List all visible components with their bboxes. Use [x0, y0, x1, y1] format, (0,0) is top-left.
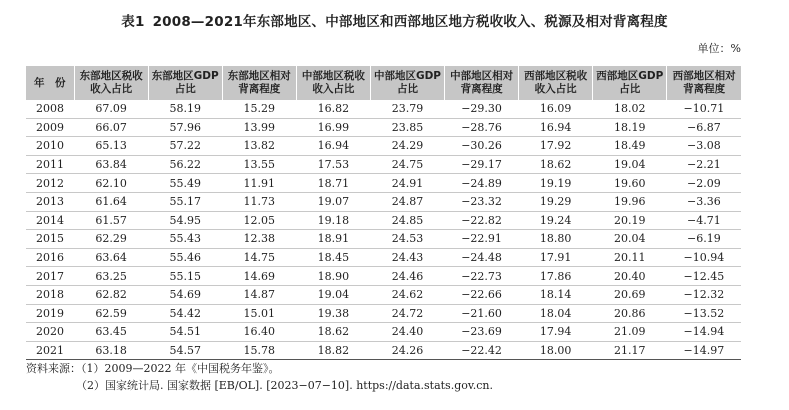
value-cell: 62.59 [74, 304, 148, 323]
column-header: 东部地区税收 收入占比 [74, 66, 148, 100]
value-cell: −24.48 [445, 248, 519, 267]
table-row [26, 118, 741, 137]
value-cell: −23.69 [445, 323, 519, 342]
year-cell: 2011 [26, 155, 74, 174]
value-cell: 62.82 [74, 285, 148, 304]
table-row [26, 304, 741, 323]
value-cell: 14.87 [222, 285, 296, 304]
value-cell: 11.91 [222, 174, 296, 193]
value-cell: 67.09 [74, 100, 148, 118]
value-cell: 24.75 [370, 155, 444, 174]
year-cell: 2009 [26, 118, 74, 137]
value-cell: 63.25 [74, 267, 148, 286]
value-cell: 55.17 [148, 192, 222, 211]
value-cell: 19.24 [519, 211, 593, 230]
value-cell: 55.43 [148, 230, 222, 249]
value-cell: 18.00 [519, 341, 593, 360]
value-cell: 19.60 [593, 174, 667, 193]
value-cell: 12.38 [222, 230, 296, 249]
value-cell: 24.53 [370, 230, 444, 249]
column-header: 中部地区相对 背离程度 [445, 66, 519, 100]
value-cell: 20.86 [593, 304, 667, 323]
value-cell: 19.19 [519, 174, 593, 193]
year-cell: 2010 [26, 137, 74, 156]
value-cell: 17.91 [519, 248, 593, 267]
source-note-1: 资料来源：（1）2009—2022 年《中国税务年鉴》。 [26, 362, 280, 375]
value-cell: 24.62 [370, 285, 444, 304]
table-row [26, 285, 741, 304]
value-cell: 13.99 [222, 118, 296, 137]
value-cell: 63.18 [74, 341, 148, 360]
value-cell: 18.62 [296, 323, 370, 342]
value-cell: 16.82 [296, 100, 370, 118]
value-cell: 65.13 [74, 137, 148, 156]
value-cell: 63.45 [74, 323, 148, 342]
value-cell: 62.10 [74, 174, 148, 193]
year-cell: 2008 [26, 100, 74, 118]
value-cell: −21.60 [445, 304, 519, 323]
value-cell: −22.91 [445, 230, 519, 249]
value-cell: 16.94 [519, 118, 593, 137]
value-cell: −12.32 [667, 285, 741, 304]
table-row [26, 192, 741, 211]
value-cell: 55.46 [148, 248, 222, 267]
value-cell: 20.40 [593, 267, 667, 286]
table-row [26, 248, 741, 267]
table-row [26, 341, 741, 360]
value-cell: 23.79 [370, 100, 444, 118]
column-header: 中部地区税收 收入占比 [296, 66, 370, 100]
value-cell: 54.42 [148, 304, 222, 323]
value-cell: 24.91 [370, 174, 444, 193]
value-cell: −3.08 [667, 137, 741, 156]
value-cell: 13.55 [222, 155, 296, 174]
value-cell: 58.19 [148, 100, 222, 118]
table-row [26, 323, 741, 342]
value-cell: −23.32 [445, 192, 519, 211]
value-cell: 18.14 [519, 285, 593, 304]
value-cell: 54.95 [148, 211, 222, 230]
value-cell: 24.29 [370, 137, 444, 156]
value-cell: 55.15 [148, 267, 222, 286]
value-cell: −14.94 [667, 323, 741, 342]
table-row [26, 267, 741, 286]
value-cell: 16.94 [296, 137, 370, 156]
value-cell: 19.96 [593, 192, 667, 211]
value-cell: −22.66 [445, 285, 519, 304]
year-cell: 2012 [26, 174, 74, 193]
value-cell: 17.92 [519, 137, 593, 156]
value-cell: 18.71 [296, 174, 370, 193]
value-cell: 54.51 [148, 323, 222, 342]
value-cell: 24.87 [370, 192, 444, 211]
value-cell: 54.57 [148, 341, 222, 360]
value-cell: 55.49 [148, 174, 222, 193]
value-cell: 12.05 [222, 211, 296, 230]
value-cell: 18.80 [519, 230, 593, 249]
value-cell: 24.46 [370, 267, 444, 286]
value-cell: 24.72 [370, 304, 444, 323]
table-row [26, 137, 741, 156]
value-cell: 21.17 [593, 341, 667, 360]
value-cell: 18.82 [296, 341, 370, 360]
value-cell: −13.52 [667, 304, 741, 323]
year-cell: 2020 [26, 323, 74, 342]
value-cell: −6.87 [667, 118, 741, 137]
value-cell: 19.18 [296, 211, 370, 230]
value-cell: 14.69 [222, 267, 296, 286]
table-header-row [26, 66, 741, 100]
column-header: 中部地区GDP 占比 [370, 66, 444, 100]
value-cell: 18.90 [296, 267, 370, 286]
source-note-2: （2）国家统计局. 国家数据 [EB/OL]. [2023−07−10]. https://data.stats.gov.cn. [76, 379, 494, 392]
year-cell: 2021 [26, 341, 74, 360]
year-cell: 2013 [26, 192, 74, 211]
value-cell: 19.29 [519, 192, 593, 211]
table-row [26, 230, 741, 249]
value-cell: 20.11 [593, 248, 667, 267]
value-cell: 54.69 [148, 285, 222, 304]
value-cell: 19.07 [296, 192, 370, 211]
value-cell: 15.01 [222, 304, 296, 323]
value-cell: 24.26 [370, 341, 444, 360]
value-cell: 20.04 [593, 230, 667, 249]
value-cell: −2.09 [667, 174, 741, 193]
value-cell: 18.62 [519, 155, 593, 174]
year-cell: 2018 [26, 285, 74, 304]
value-cell: 20.69 [593, 285, 667, 304]
value-cell: −22.73 [445, 267, 519, 286]
table-title [0, 10, 789, 30]
value-cell: 23.85 [370, 118, 444, 137]
column-header: 东部地区GDP 占比 [148, 66, 222, 100]
value-cell: −10.94 [667, 248, 741, 267]
column-header: 西部地区税收 收入占比 [519, 66, 593, 100]
value-cell: −3.36 [667, 192, 741, 211]
table-row [26, 100, 741, 118]
value-cell: 19.04 [296, 285, 370, 304]
column-header: 年 份 [26, 66, 74, 100]
value-cell: 15.78 [222, 341, 296, 360]
value-cell: −24.89 [445, 174, 519, 193]
value-cell: 62.29 [74, 230, 148, 249]
value-cell: 19.38 [296, 304, 370, 323]
value-cell: 20.19 [593, 211, 667, 230]
value-cell: 13.82 [222, 137, 296, 156]
value-cell: −29.17 [445, 155, 519, 174]
value-cell: −28.76 [445, 118, 519, 137]
value-cell: 16.09 [519, 100, 593, 118]
table-number: 表1 [121, 14, 145, 30]
value-cell: −22.82 [445, 211, 519, 230]
table-row [26, 174, 741, 193]
column-header: 西部地区GDP 占比 [593, 66, 667, 100]
value-cell: 24.43 [370, 248, 444, 267]
value-cell: −29.30 [445, 100, 519, 118]
value-cell: 21.09 [593, 323, 667, 342]
value-cell: −10.71 [667, 100, 741, 118]
year-cell: 2019 [26, 304, 74, 323]
table-row [26, 211, 741, 230]
value-cell: −12.45 [667, 267, 741, 286]
value-cell: 17.94 [519, 323, 593, 342]
value-cell: 18.45 [296, 248, 370, 267]
value-cell: 15.29 [222, 100, 296, 118]
value-cell: 14.75 [222, 248, 296, 267]
column-header: 东部地区相对 背离程度 [222, 66, 296, 100]
value-cell: 24.85 [370, 211, 444, 230]
value-cell: 18.49 [593, 137, 667, 156]
value-cell: 17.53 [296, 155, 370, 174]
data-table [26, 66, 741, 360]
value-cell: 17.86 [519, 267, 593, 286]
value-cell: 56.22 [148, 155, 222, 174]
value-cell: 18.02 [593, 100, 667, 118]
year-cell: 2016 [26, 248, 74, 267]
table-row [26, 155, 741, 174]
value-cell: 16.40 [222, 323, 296, 342]
value-cell: −14.97 [667, 341, 741, 360]
value-cell: −2.21 [667, 155, 741, 174]
value-cell: −4.71 [667, 211, 741, 230]
year-cell: 2015 [26, 230, 74, 249]
value-cell: 63.84 [74, 155, 148, 174]
year-cell: 2017 [26, 267, 74, 286]
value-cell: 18.19 [593, 118, 667, 137]
value-cell: 18.91 [296, 230, 370, 249]
unit-label: 单位：% [697, 42, 741, 55]
value-cell: 16.99 [296, 118, 370, 137]
value-cell: 24.40 [370, 323, 444, 342]
value-cell: 57.22 [148, 137, 222, 156]
table-body [26, 100, 741, 360]
value-cell: 18.04 [519, 304, 593, 323]
source-notes [26, 360, 493, 394]
value-cell: 63.64 [74, 248, 148, 267]
year-cell: 2014 [26, 211, 74, 230]
value-cell: −6.19 [667, 230, 741, 249]
column-header: 西部地区相对 背离程度 [672, 70, 736, 95]
value-cell: 57.96 [148, 118, 222, 137]
value-cell: −30.26 [445, 137, 519, 156]
value-cell: 66.07 [74, 118, 148, 137]
value-cell: −22.42 [445, 341, 519, 360]
value-cell: 61.57 [74, 211, 148, 230]
value-cell: 11.73 [222, 192, 296, 211]
value-cell: 61.64 [74, 192, 148, 211]
table-title-text: 2008—2021年东部地区、中部地区和西部地区地方税收收入、税源及相对背离程度 [152, 14, 668, 30]
value-cell: 19.04 [593, 155, 667, 174]
